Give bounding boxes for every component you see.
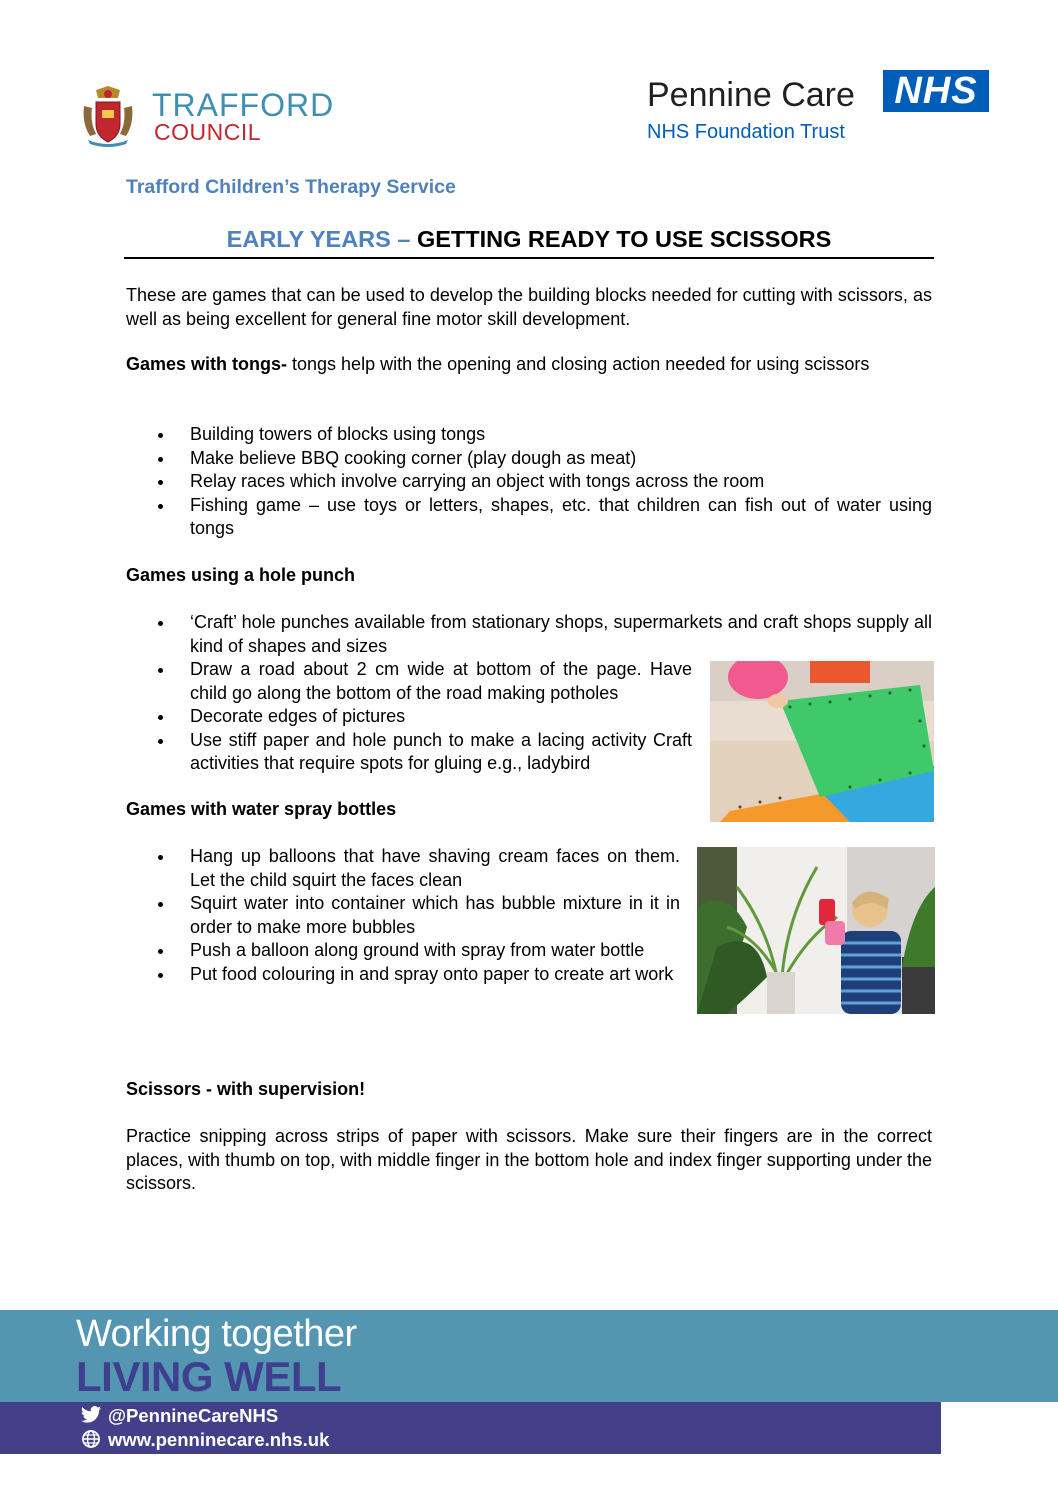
- website-text: www.penninecare.nhs.uk: [108, 1429, 330, 1450]
- list-item: Push a balloon along ground with spray from water bottle: [126, 939, 680, 963]
- list-item: Fishing game – use toys or letters, shapes, etc. that children can fish out of water using tongs: [126, 494, 932, 541]
- tongs-paragraph: [126, 353, 932, 377]
- tongs-list: [126, 423, 932, 541]
- website-link[interactable]: [80, 1429, 329, 1451]
- footer-tagline-living: LIVING WELL: [76, 1353, 342, 1400]
- list-item: Relay races which involve carrying an object with tongs across the room: [126, 470, 932, 494]
- scissors-paragraph: Practice snipping across strips of paper with scissors. Make sure their fingers are in the correct places, with thumb on top, with middle finger in the bottom hole and index finger supporting under the scissors.: [126, 1126, 932, 1193]
- twitter-handle[interactable]: [80, 1405, 278, 1427]
- trafford-wordmark: TRAFFORD: [152, 87, 335, 123]
- spray-list: [126, 845, 680, 986]
- twitter-bird-icon: [80, 1405, 102, 1425]
- scissors-heading: Scissors - with supervision!: [126, 1079, 366, 1099]
- list-item: Decorate edges of pictures: [126, 705, 692, 729]
- service-name: Trafford Children’s Therapy Service: [126, 176, 456, 198]
- footer-contact-bar: [0, 1402, 941, 1454]
- trafford-council-logo: [76, 84, 336, 150]
- list-item: Put food colouring in and spray onto paper to create art work: [126, 963, 680, 987]
- list-item: Use stiff paper and hole punch to make a lacing activity Craft activities that require spots for gluing e.g., ladybird: [126, 729, 692, 776]
- hole-punch-photo: [710, 661, 934, 822]
- document-title: [124, 226, 934, 259]
- coat-of-arms-icon: [76, 84, 140, 148]
- title-main: GETTING READY TO USE SCISSORS: [416, 226, 832, 252]
- list-item: ‘Craft’ hole punches available from stationary shops, supermarkets and craft shops supply all kind of shapes and sizes: [126, 611, 932, 658]
- nhs-badge: NHS: [883, 70, 989, 112]
- list-item: Hang up balloons that have shaving cream faces on them. Let the child squirt the faces clean: [126, 845, 680, 892]
- title-prefix: EARLY YEARS –: [226, 226, 417, 252]
- spray-photo: [697, 847, 935, 1014]
- hole-punch-list-a: [126, 611, 932, 658]
- hole-punch-heading: Games using a hole punch: [126, 565, 356, 585]
- list-item: Draw a road about 2 cm wide at bottom of the page. Have child go along the bottom of the road making potholes: [126, 658, 692, 705]
- list-item: Squirt water into container which has bubble mixture in it in order to make more bubbles: [126, 892, 680, 939]
- intro-paragraph: These are games that can be used to develop the building blocks needed for cutting with scissors, as well as being excellent for general fine motor skill development.: [126, 285, 932, 329]
- council-wordmark: COUNCIL: [154, 119, 262, 145]
- tongs-lead: Games with tongs-: [126, 354, 288, 374]
- tongs-text: tongs help with the opening and closing action needed for using scissors: [287, 354, 870, 374]
- hole-punch-list-b: [126, 658, 692, 776]
- spray-heading: Games with water spray bottles: [126, 799, 397, 819]
- footer-tagline-working: Working together: [76, 1313, 357, 1355]
- pennine-care-logo: [645, 68, 993, 148]
- list-item: Building towers of blocks using tongs: [126, 423, 932, 447]
- twitter-handle-text: @PennineCareNHS: [108, 1405, 279, 1426]
- pennine-care-wordmark: Pennine Care: [647, 76, 855, 114]
- trust-name: NHS Foundation Trust: [647, 121, 845, 143]
- footer-banner: [0, 1310, 1058, 1402]
- globe-icon: [80, 1429, 102, 1449]
- list-item: Make believe BBQ cooking corner (play dough as meat): [126, 447, 932, 471]
